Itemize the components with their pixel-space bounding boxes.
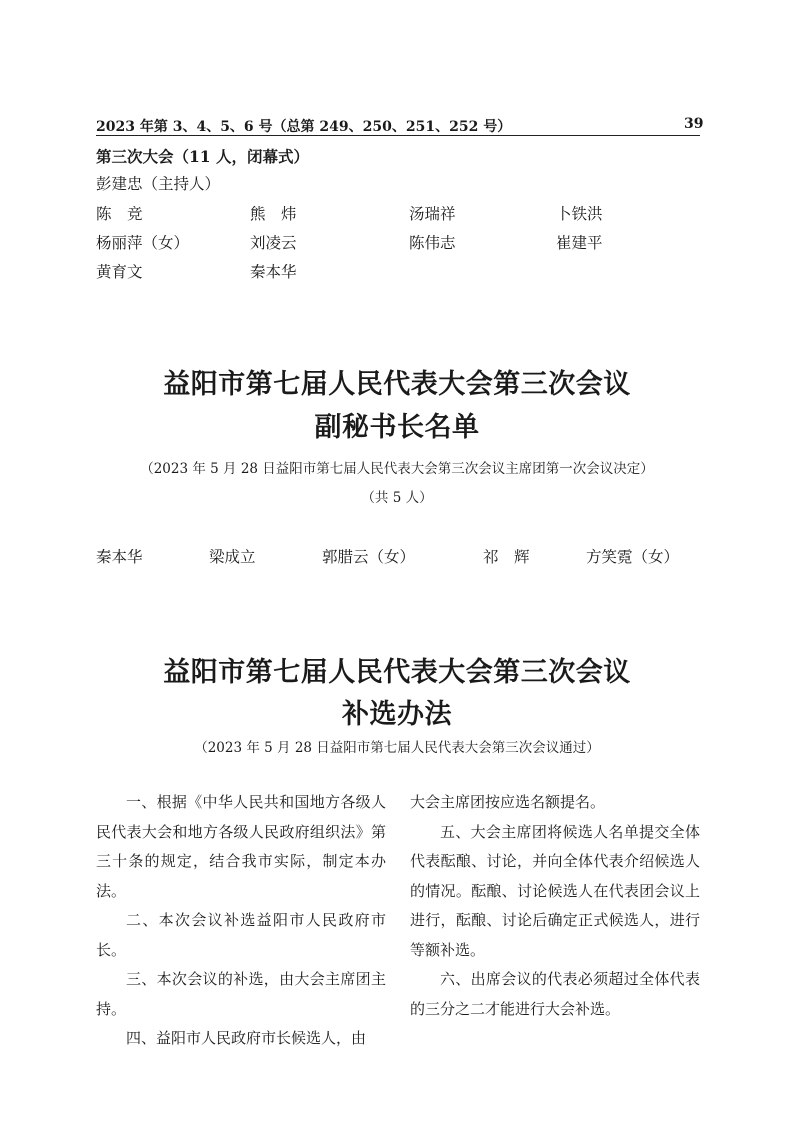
deputy-secretary-subtitle: （2023 年 5 月 28 日益阳市第七届人民代表大会第三次会议主席团第一次会议决定） [140, 461, 654, 477]
member-name: 陈 竞 [96, 205, 143, 223]
deputy-secretary-title-line2: 副秘书长名单 [314, 412, 480, 443]
member-name: 刘凌云 [250, 234, 297, 252]
member-name: 汤瑞祥 [409, 205, 456, 223]
body-right-column [410, 788, 700, 1024]
deputy-secretary-name: 梁成立 [209, 548, 256, 566]
body-paragraph: 一、根据《中华人民共和国地方各级人民代表大会和地方各级人民政府组织法》第三十条的规定，结合我市实际，制定本办法。 [96, 793, 386, 900]
by-election-subtitle: （2023 年 5 月 28 日益阳市第七届人民代表大会第三次会议通过） [194, 740, 600, 756]
body-paragraph: 六、出席会议的代表必须超过全体代表的三分之二才能进行大会补选。 [410, 970, 700, 1018]
body-paragraph: 三、本次会议的补选，由大会主席团主持。 [96, 970, 386, 1018]
member-name: 卜铁洪 [556, 205, 603, 223]
deputy-secretary-name: 秦本华 [96, 548, 143, 566]
body-paragraph: 二、本次会议补选益阳市人民政府市长。 [96, 911, 386, 959]
running-header: 2023 年第 3、4、5、6 号（总第 249、250、251、252 号） [96, 119, 512, 135]
body-paragraph: 四、益阳市人民政府市长候选人，由 [126, 1029, 367, 1047]
by-election-title-line2: 补选办法 [342, 699, 452, 730]
body-left-column [96, 788, 386, 1054]
deputy-secretary-title-line1: 益阳市第七届人民代表大会第三次会议 [163, 369, 631, 400]
page-number: 39 [684, 116, 704, 132]
deputy-secretary-name: 方笑霓（女） [586, 548, 680, 566]
header-divider [96, 135, 700, 136]
member-name: 熊 炜 [250, 205, 297, 223]
body-paragraph-continuation: 大会主席团按应选名额提名。 [410, 793, 606, 811]
deputy-secretary-name: 郭腊云（女） [322, 548, 416, 566]
body-paragraph: 五、大会主席团将候选人名单提交全体代表酝酿、讨论，并向全体代表介绍候选人的情况。酝酿、讨论候选人在代表团会议上进行，酝酿、讨论后确定正式候选人，进行等额补选。 [410, 822, 700, 959]
member-name: 秦本华 [250, 263, 297, 281]
member-name: 黄育文 [96, 263, 143, 281]
member-name: 陈伟志 [409, 234, 456, 252]
member-name: 崔建平 [556, 234, 603, 252]
session-chair: 彭建忠（主持人） [96, 175, 221, 193]
member-name: 杨丽萍（女） [96, 234, 190, 252]
deputy-secretary-name: 祁 辉 [483, 548, 530, 566]
by-election-title-line1: 益阳市第七届人民代表大会第三次会议 [163, 657, 631, 688]
third-session-heading: 第三次大会（11 人，闭幕式） [96, 147, 309, 166]
deputy-secretary-count: （共 5 人） [361, 490, 433, 506]
